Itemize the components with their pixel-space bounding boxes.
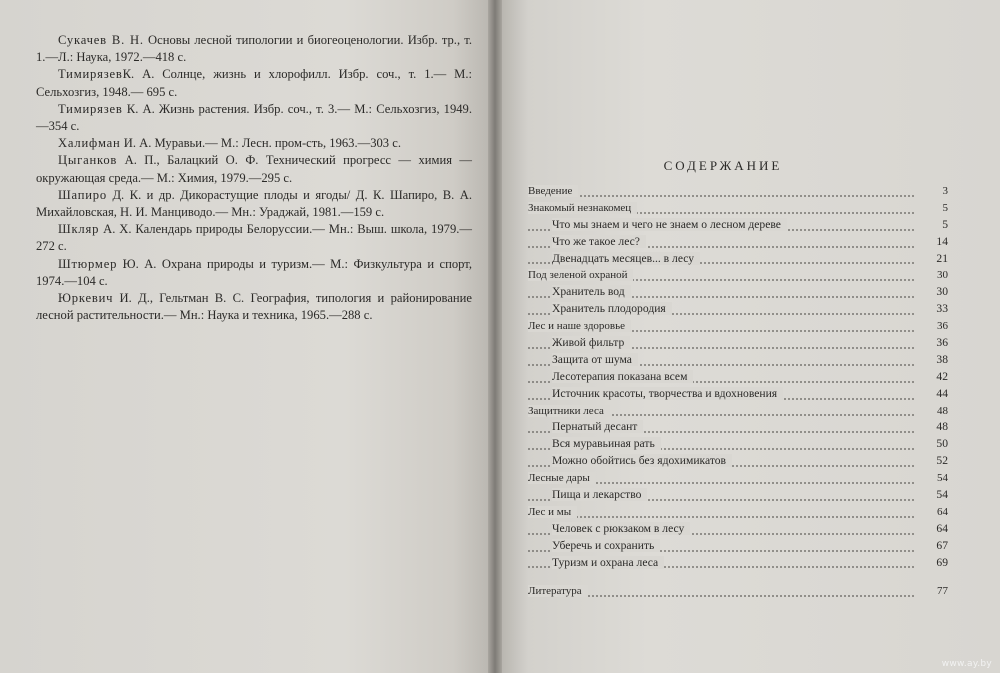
toc-subsection	[528, 555, 948, 572]
toc-page-number: 50	[916, 436, 948, 453]
toc-subsection	[528, 217, 948, 234]
bibliography	[36, 32, 472, 324]
bibliography-text: Основы лесной типологии и биогеоценологии. Избр. тр., т. 1.—Л.: Наука, 1972.—418 с.	[36, 33, 472, 65]
toc-subsection-title: Можно обойтись без ядохимикатов	[552, 454, 732, 467]
toc-section	[528, 200, 948, 217]
toc-page-number: 14	[916, 234, 948, 251]
toc-subsection	[528, 234, 948, 251]
toc-leader-dots	[528, 195, 914, 197]
toc-subsection-title: Пища и лекарство	[552, 488, 647, 501]
bibliography-entry	[36, 101, 472, 135]
toc-page-number: 30	[916, 284, 948, 301]
toc-subsection-title: Двенадцать месяцев... в лесу	[552, 252, 700, 265]
toc-section-title: Лес и наше здоровье	[528, 320, 631, 332]
toc-title: СОДЕРЖАНИЕ	[663, 158, 783, 173]
toc-section	[528, 504, 948, 521]
toc-subsection	[528, 335, 948, 352]
bibliography-author: Штюрмер	[58, 256, 118, 271]
bibliography-entry	[36, 135, 472, 152]
bibliography-text: Ю. А. Охрана природы и туризм.— М.: Физкультура и спорт, 1974.—104 с.	[36, 256, 472, 288]
toc-subsection	[528, 538, 948, 555]
toc-subsection	[528, 436, 948, 453]
bibliography-entry	[36, 256, 472, 290]
toc-subsection	[528, 521, 948, 538]
bibliography-author: Шкляр	[58, 222, 100, 237]
table-of-contents	[528, 183, 948, 600]
toc-subsection	[528, 284, 948, 301]
toc-section-title: Литература	[528, 585, 588, 597]
toc-page-number: 54	[916, 487, 948, 504]
toc-subsection-title: Пернатый десант	[552, 420, 643, 433]
toc-page-number: 5	[916, 200, 948, 217]
bibliography-entry	[36, 152, 472, 186]
bibliography-entry	[36, 187, 472, 221]
toc-subsection-title: Защита от шума	[552, 353, 638, 366]
toc-subsection	[528, 369, 948, 386]
toc-section-title: Знакомый незнакомец	[528, 202, 637, 214]
toc-subsection-title: Уберечь и сохранить	[552, 539, 660, 552]
bibliography-text: И. А. Муравьи.— М.: Лесн. пром-сть, 1963.—303 с.	[120, 136, 401, 151]
toc-subsection-title: Туризм и охрана леса	[552, 556, 664, 569]
bibliography-text: Д. К. и др. Дикорастущие плоды и ягоды/ Д. К. Шапиро, В. А. Михайловская, Н. И. Манциводо.— Мн.: Ураджай, 1981.—159 с.	[36, 187, 472, 220]
book-spine	[488, 0, 502, 673]
toc-subsection-title: Хранитель вод	[552, 285, 631, 298]
toc-section	[528, 403, 948, 420]
toc-section	[528, 318, 948, 335]
toc-page-number: 64	[916, 521, 948, 538]
bibliography-entry	[36, 290, 472, 324]
toc-subsection-title: Что же такое лес?	[552, 235, 646, 248]
toc-subsection-title: Живой фильтр	[552, 336, 630, 349]
toc-section-title: Лесные дары	[528, 472, 596, 484]
toc-subsection	[528, 251, 948, 268]
toc-subsection-title: Что мы знаем и чего не знаем о лесном дереве	[552, 218, 787, 231]
toc-section	[528, 583, 948, 600]
bibliography-text: К. А. Солнце, жизнь и хлорофилл. Избр. соч., т. 1.— М.: Сельхозгиз, 1948.— 695 с.	[36, 67, 472, 99]
toc-page-number: 21	[916, 251, 948, 268]
toc-page-number: 3	[916, 183, 948, 200]
toc-page-number: 48	[916, 403, 948, 420]
toc-section	[528, 470, 948, 487]
bibliography-author: Тимирязев	[58, 67, 123, 82]
toc-page-number: 52	[916, 453, 948, 470]
bibliography-author: Юркевич	[58, 291, 114, 306]
toc-page-number: 30	[916, 267, 948, 284]
toc-page-number: 64	[916, 504, 948, 521]
bibliography-entry	[36, 32, 472, 66]
toc-subsection	[528, 453, 948, 470]
bibliography-author: Шапиро	[58, 187, 108, 202]
bibliography-text: А. Х. Календарь природы Белоруссии.— Мн.: Выш. школа, 1979.—272 с.	[36, 222, 472, 254]
toc-leader-dots	[528, 516, 914, 518]
toc-page-number: 54	[916, 470, 948, 487]
toc-subsection-title: Вся муравьиная рать	[552, 437, 661, 450]
bibliography-author: Тимирязев	[58, 101, 123, 116]
toc-subsection	[528, 386, 948, 403]
bibliography-text: К. А. Жизнь растения. Избр. соч., т. 3.— М.: Сельхозгиз, 1949.—354 с.	[36, 101, 472, 134]
toc-subsection	[528, 301, 948, 318]
toc-subsection-title: Хранитель плодородия	[552, 302, 672, 315]
toc-page-number: 48	[916, 419, 948, 436]
toc-page-number: 36	[916, 318, 948, 335]
toc-section-title: Лес и мы	[528, 506, 577, 518]
toc-section	[528, 267, 948, 284]
watermark: www.ay.by	[941, 659, 992, 669]
toc-subsection	[528, 419, 948, 436]
toc-page-number: 38	[916, 352, 948, 369]
bibliography-text: А. П., Балацкий О. Ф. Технический прогресс — химия — окружающая среда.— М.: Химия, 1979.—295 с.	[36, 153, 472, 185]
toc-page-number: 69	[916, 555, 948, 572]
bibliography-author: Сукачев В. Н.	[58, 33, 144, 47]
toc-page-number: 5	[916, 217, 948, 234]
bibliography-author: Халифман	[58, 136, 121, 151]
bibliography-entry	[36, 66, 472, 100]
bibliography-author: Цыганков	[58, 153, 118, 168]
bibliography-entry	[36, 221, 472, 255]
bibliography-text: И. Д., Гельтман В. С. География, типология и районирование лесной растительности.— Мн.: Наука и техника, 1965.—288 с.	[36, 291, 472, 323]
toc-page-number: 42	[916, 369, 948, 386]
toc-page-number: 44	[916, 386, 948, 403]
toc-subsection	[528, 487, 948, 504]
toc-page-number: 33	[916, 301, 948, 318]
toc-subsection	[528, 352, 948, 369]
toc-page-number: 36	[916, 335, 948, 352]
toc-section-title: Введение	[528, 185, 578, 197]
toc-page-number: 77	[916, 583, 948, 600]
toc-subsection-title: Лесотерапия показана всем	[552, 370, 693, 383]
toc-section	[528, 183, 948, 200]
toc-page-number: 67	[916, 538, 948, 555]
toc-section-title: Защитники леса	[528, 405, 610, 417]
toc-subsection-title: Человек с рюкзаком в лесу	[552, 522, 690, 535]
toc-subsection-title: Источник красоты, творчества и вдохновения	[552, 387, 783, 400]
toc-section-title: Под зеленой охраной	[528, 269, 633, 281]
